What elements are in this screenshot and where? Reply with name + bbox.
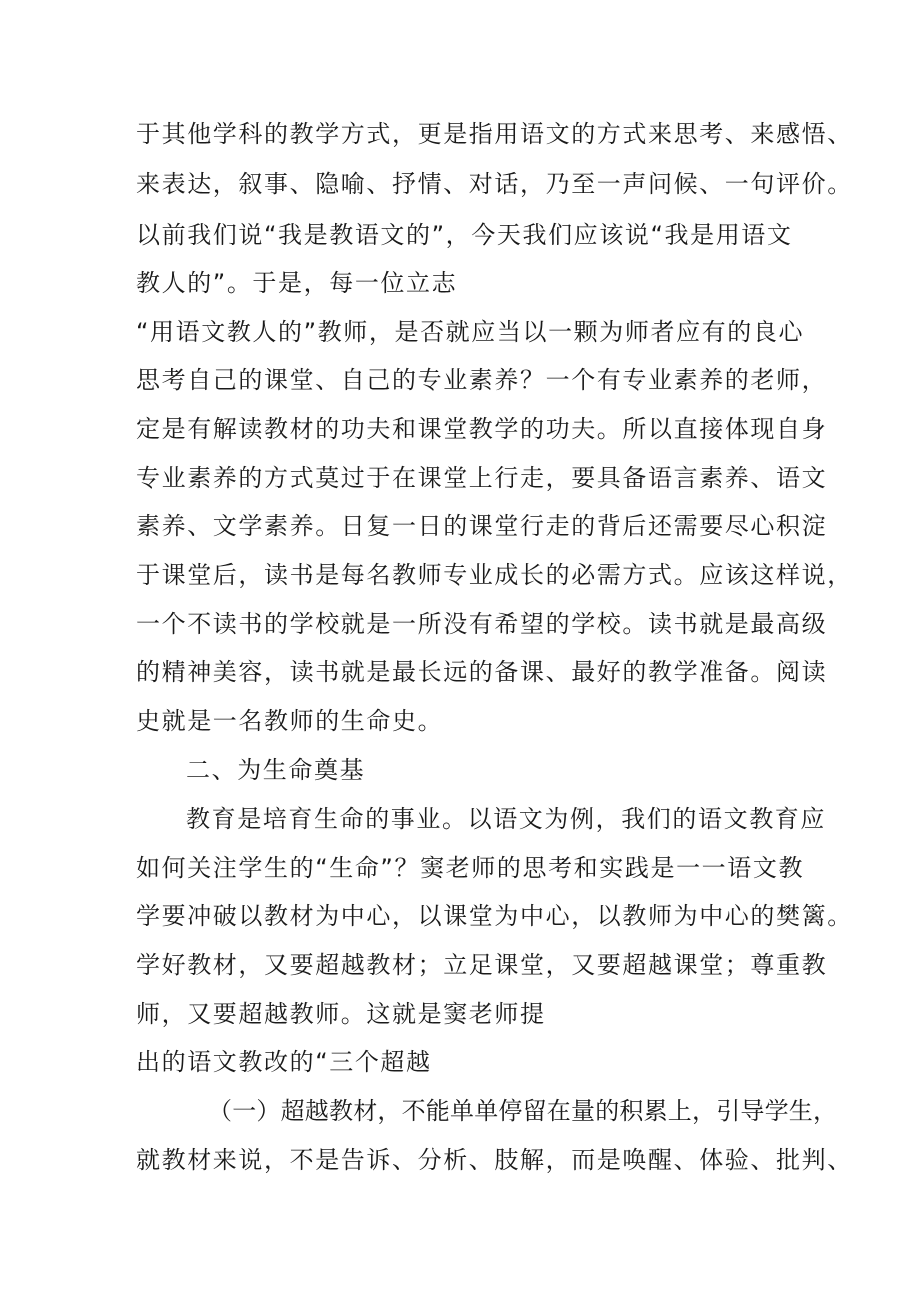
paragraph-line: 师，又要超越教师。这就是窦老师提 [136, 1000, 546, 1028]
paragraph-line: 素养、文学素养。日复一日的课堂行走的背后还需要尽心积淀 [136, 512, 828, 540]
section-heading: 二、为生命奠基 [186, 756, 366, 784]
paragraph-line: 一个不读书的学校就是一所没有希望的学校。读书就是最高级 [136, 610, 828, 638]
paragraph-line: 于课堂后，读书是每名教师专业成长的必需方式。应该这样说， [136, 561, 853, 589]
paragraph-line: 思考自己的课堂、自己的专业素养？一个有专业素养的老师， [136, 366, 828, 394]
paragraph-line: （一）超越教材，不能单单停留在量的积累上，引导学生， [208, 1097, 838, 1125]
paragraph-line: 出的语文教改的“三个超越 [136, 1048, 432, 1076]
paragraph-line: 教育是培育生命的事业。以语文为例，我们的语文教育应 [186, 805, 826, 833]
paragraph-line: 教人的”。于是，每一位立志 [136, 269, 458, 297]
paragraph-line: “用语文教人的”教师，是否就应当以一颗为师者应有的良心 [136, 318, 805, 346]
paragraph-line: 史就是一名教师的生命史。 [136, 707, 444, 735]
paragraph-line: 以前我们说“我是教语文的”，今天我们应该说“我是用语文 [136, 221, 793, 249]
paragraph-line: 就教材来说，不是告诉、分析、肢解，而是唤醒、体验、批判、 [136, 1146, 853, 1174]
paragraph-line: 于其他学科的教学方式，更是指用语文的方式来思考、来感悟、 [136, 120, 853, 148]
paragraph-line: 来表达，叙事、隐喻、抒情、对话，乃至一声问候、一句评价。 [136, 170, 853, 198]
paragraph-line: 专业素养的方式莫过于在课堂上行走，要具备语言素养、语文 [136, 464, 828, 492]
paragraph-line: 的精神美容，读书就是最长远的备课、最好的教学准备。阅读 [136, 658, 828, 686]
paragraph-line: 学好教材，又要超越教材；立足课堂，又要超越课堂；尊重教 [136, 951, 828, 979]
paragraph-line: 定是有解读教材的功夫和课堂教学的功夫。所以直接体现自身 [136, 415, 828, 443]
paragraph-line: 学要冲破以教材为中心，以课堂为中心，以教师为中心的樊篱。 [136, 902, 853, 930]
paragraph-line: 如何关注学生的“生命”？窦老师的思考和实践是一一语文教 [136, 854, 805, 882]
